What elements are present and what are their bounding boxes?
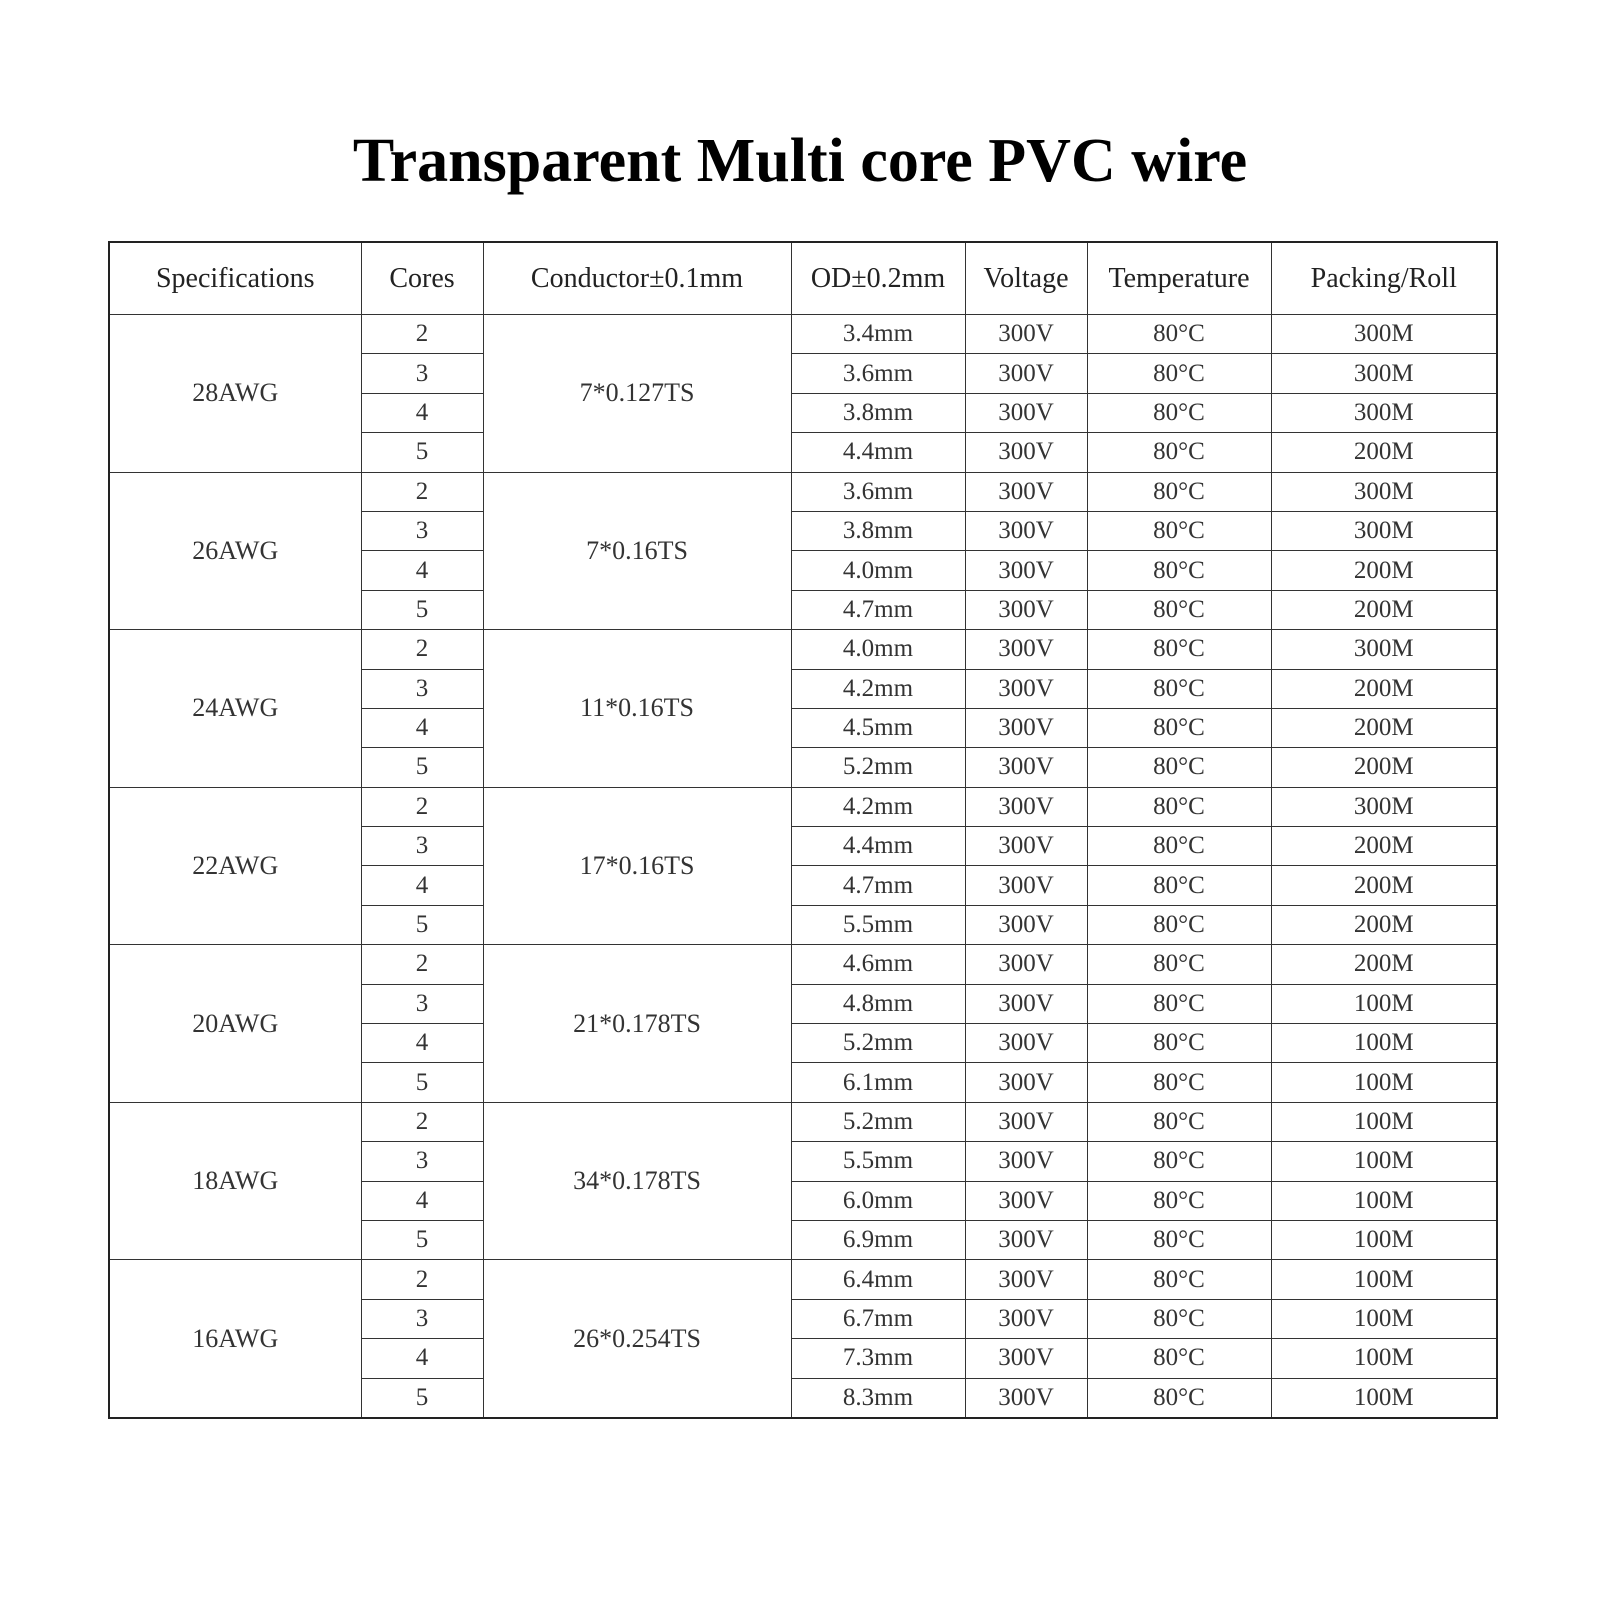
od-cell: 6.0mm [791,1181,965,1220]
packing-cell: 300M [1271,354,1497,393]
voltage-cell: 300V [965,433,1087,472]
voltage-cell: 300V [965,354,1087,393]
voltage-cell: 300V [965,1181,1087,1220]
od-cell: 4.5mm [791,708,965,747]
cores-cell: 5 [361,1063,483,1102]
voltage-cell: 300V [965,590,1087,629]
packing-cell: 100M [1271,1102,1497,1141]
cores-cell: 5 [361,590,483,629]
table-row [109,787,1497,826]
temperature-cell: 80°C [1087,866,1271,905]
od-cell: 4.6mm [791,945,965,984]
cores-cell: 5 [361,1220,483,1259]
voltage-cell: 300V [965,748,1087,787]
voltage-cell: 300V [965,1102,1087,1141]
od-cell: 4.0mm [791,630,965,669]
od-cell: 5.5mm [791,1142,965,1181]
table-row [109,315,1497,354]
packing-cell: 100M [1271,1142,1497,1181]
od-cell: 3.4mm [791,315,965,354]
temperature-cell: 80°C [1087,827,1271,866]
cores-cell: 5 [361,905,483,944]
packing-cell: 300M [1271,393,1497,432]
temperature-cell: 80°C [1087,669,1271,708]
temperature-cell: 80°C [1087,748,1271,787]
conductor-cell: 7*0.127TS [483,315,791,473]
voltage-cell: 300V [965,1339,1087,1378]
packing-cell: 300M [1271,787,1497,826]
cores-cell: 3 [361,1299,483,1338]
temperature-cell: 80°C [1087,787,1271,826]
cores-cell: 2 [361,630,483,669]
cores-cell: 3 [361,827,483,866]
packing-cell: 200M [1271,708,1497,747]
temperature-cell: 80°C [1087,472,1271,511]
od-cell: 5.5mm [791,905,965,944]
voltage-cell: 300V [965,630,1087,669]
packing-cell: 200M [1271,905,1497,944]
packing-cell: 100M [1271,1378,1497,1418]
temperature-cell: 80°C [1087,1299,1271,1338]
od-cell: 3.6mm [791,354,965,393]
packing-cell: 200M [1271,945,1497,984]
conductor-cell: 17*0.16TS [483,787,791,945]
od-cell: 8.3mm [791,1378,965,1418]
temperature-cell: 80°C [1087,945,1271,984]
cores-cell: 4 [361,1181,483,1220]
od-cell: 3.8mm [791,393,965,432]
cores-cell: 4 [361,1024,483,1063]
conductor-cell: 11*0.16TS [483,630,791,788]
od-cell: 6.7mm [791,1299,965,1338]
cores-cell: 4 [361,1339,483,1378]
packing-cell: 200M [1271,433,1497,472]
voltage-cell: 300V [965,1260,1087,1299]
cores-cell: 2 [361,315,483,354]
temperature-cell: 80°C [1087,551,1271,590]
packing-cell: 300M [1271,472,1497,511]
od-cell: 6.1mm [791,1063,965,1102]
voltage-cell: 300V [965,1220,1087,1259]
spec-cell: 24AWG [109,630,361,788]
temperature-cell: 80°C [1087,1063,1271,1102]
od-cell: 4.8mm [791,984,965,1023]
conductor-cell: 26*0.254TS [483,1260,791,1418]
packing-cell: 200M [1271,551,1497,590]
temperature-cell: 80°C [1087,354,1271,393]
temperature-cell: 80°C [1087,630,1271,669]
temperature-cell: 80°C [1087,1220,1271,1259]
conductor-cell: 7*0.16TS [483,472,791,630]
header-row [109,242,1497,315]
od-cell: 4.7mm [791,590,965,629]
voltage-cell: 300V [965,1142,1087,1181]
voltage-cell: 300V [965,551,1087,590]
cores-cell: 3 [361,511,483,550]
od-cell: 4.4mm [791,827,965,866]
cores-cell: 2 [361,1260,483,1299]
od-cell: 5.2mm [791,1024,965,1063]
spec-cell: 20AWG [109,945,361,1103]
od-cell: 4.2mm [791,787,965,826]
voltage-cell: 300V [965,984,1087,1023]
header-packing: Packing/Roll [1271,242,1497,315]
od-cell: 4.0mm [791,551,965,590]
voltage-cell: 300V [965,1299,1087,1338]
header-temperature: Temperature [1087,242,1271,315]
cores-cell: 3 [361,354,483,393]
temperature-cell: 80°C [1087,511,1271,550]
voltage-cell: 300V [965,945,1087,984]
temperature-cell: 80°C [1087,1024,1271,1063]
temperature-cell: 80°C [1087,590,1271,629]
conductor-cell: 34*0.178TS [483,1102,791,1260]
packing-cell: 100M [1271,1063,1497,1102]
voltage-cell: 300V [965,669,1087,708]
voltage-cell: 300V [965,905,1087,944]
header-voltage: Voltage [965,242,1087,315]
cores-cell: 5 [361,433,483,472]
cores-cell: 4 [361,551,483,590]
header-conductor: Conductor±0.1mm [483,242,791,315]
packing-cell: 200M [1271,590,1497,629]
packing-cell: 100M [1271,984,1497,1023]
temperature-cell: 80°C [1087,1260,1271,1299]
temperature-cell: 80°C [1087,905,1271,944]
cores-cell: 4 [361,393,483,432]
packing-cell: 100M [1271,1299,1497,1338]
voltage-cell: 300V [965,827,1087,866]
voltage-cell: 300V [965,1063,1087,1102]
voltage-cell: 300V [965,866,1087,905]
voltage-cell: 300V [965,393,1087,432]
temperature-cell: 80°C [1087,1181,1271,1220]
packing-cell: 300M [1271,315,1497,354]
packing-cell: 100M [1271,1260,1497,1299]
cores-cell: 2 [361,472,483,511]
packing-cell: 100M [1271,1220,1497,1259]
spec-table [108,241,1498,1419]
temperature-cell: 80°C [1087,315,1271,354]
voltage-cell: 300V [965,511,1087,550]
od-cell: 7.3mm [791,1339,965,1378]
temperature-cell: 80°C [1087,1378,1271,1418]
od-cell: 4.7mm [791,866,965,905]
voltage-cell: 300V [965,1378,1087,1418]
spec-cell: 26AWG [109,472,361,630]
cores-cell: 2 [361,787,483,826]
page-title: Transparent Multi core PVC wire [352,127,1248,195]
header-specifications: Specifications [109,242,361,315]
packing-cell: 200M [1271,669,1497,708]
od-cell: 5.2mm [791,748,965,787]
header-od: OD±0.2mm [791,242,965,315]
voltage-cell: 300V [965,472,1087,511]
voltage-cell: 300V [965,315,1087,354]
packing-cell: 100M [1271,1339,1497,1378]
table-row [109,1260,1497,1299]
spec-cell: 18AWG [109,1102,361,1260]
cores-cell: 4 [361,708,483,747]
voltage-cell: 300V [965,708,1087,747]
header-cores: Cores [361,242,483,315]
packing-cell: 200M [1271,827,1497,866]
packing-cell: 200M [1271,866,1497,905]
od-cell: 4.4mm [791,433,965,472]
packing-cell: 100M [1271,1181,1497,1220]
spec-cell: 16AWG [109,1260,361,1418]
od-cell: 3.8mm [791,511,965,550]
cores-cell: 2 [361,945,483,984]
voltage-cell: 300V [965,787,1087,826]
table-body [109,315,1497,1418]
temperature-cell: 80°C [1087,393,1271,432]
od-cell: 3.6mm [791,472,965,511]
temperature-cell: 80°C [1087,1142,1271,1181]
table-header [109,242,1497,315]
od-cell: 5.2mm [791,1102,965,1141]
cores-cell: 4 [361,866,483,905]
cores-cell: 2 [361,1102,483,1141]
table-row [109,945,1497,984]
temperature-cell: 80°C [1087,708,1271,747]
temperature-cell: 80°C [1087,984,1271,1023]
packing-cell: 300M [1271,630,1497,669]
conductor-cell: 21*0.178TS [483,945,791,1103]
spec-cell: 22AWG [109,787,361,945]
packing-cell: 100M [1271,1024,1497,1063]
packing-cell: 300M [1271,511,1497,550]
table-row [109,630,1497,669]
od-cell: 6.4mm [791,1260,965,1299]
cores-cell: 5 [361,1378,483,1418]
table-row [109,472,1497,511]
temperature-cell: 80°C [1087,1102,1271,1141]
voltage-cell: 300V [965,1024,1087,1063]
od-cell: 4.2mm [791,669,965,708]
cores-cell: 3 [361,669,483,708]
temperature-cell: 80°C [1087,1339,1271,1378]
table-row [109,1102,1497,1141]
cores-cell: 5 [361,748,483,787]
packing-cell: 200M [1271,748,1497,787]
cores-cell: 3 [361,1142,483,1181]
od-cell: 6.9mm [791,1220,965,1259]
cores-cell: 3 [361,984,483,1023]
spec-cell: 28AWG [109,315,361,473]
temperature-cell: 80°C [1087,433,1271,472]
